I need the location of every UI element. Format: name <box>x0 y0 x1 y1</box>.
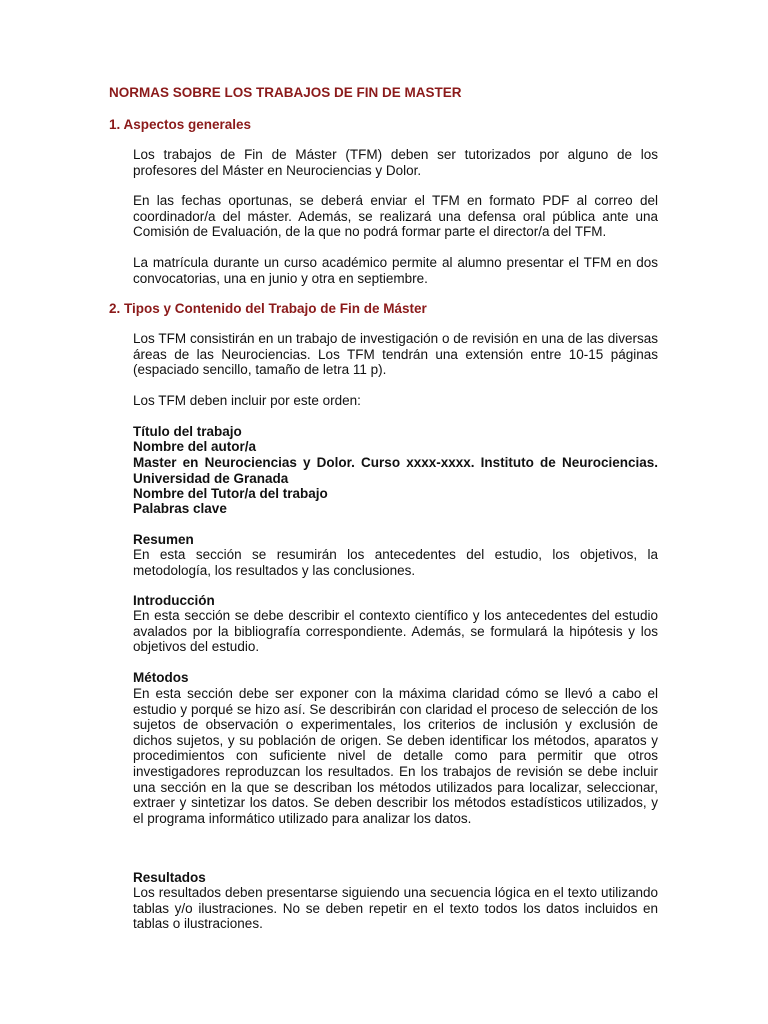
section-2-order-intro: Los TFM deben incluir por este orden: <box>133 393 361 408</box>
section-1-heading: 1. Aspectos generales <box>109 117 252 132</box>
section-1-paragraph-2: En las fechas oportunas, se deberá enviar el TFM en formato PDF al correo del coordinador/a del máster. Además, se realizará una defensa oral pública ante una Comisión de Evaluación, de la que no podrá formar parte el director/a del TFM. <box>133 193 658 240</box>
required-item-keywords: Palabras clave <box>133 501 227 516</box>
section-2-intro: Los TFM consistirán en un trabajo de investigación o de revisión en una de las diversas áreas de las Neurociencias. Los TFM tendrán una extensión entre 10-15 páginas (espaciado sencillo, tamaño de letra 11 p). <box>133 331 658 378</box>
resumen-heading: Resumen <box>133 532 194 547</box>
resultados-heading: Resultados <box>133 870 206 885</box>
section-1-paragraph-1: Los trabajos de Fin de Máster (TFM) deben ser tutorizados por alguno de los profesores del Máster en Neurociencias y Dolor. <box>133 147 658 178</box>
required-item-title: Título del trabajo <box>133 424 242 439</box>
introduccion-text: En esta sección se debe describir el contexto científico y los antecedentes del estudio avalados por la bibliografía correspondiente. Además, se formulará la hipótesis y los objetivos del estudio. <box>133 608 658 655</box>
introduccion-heading: Introducción <box>133 593 215 608</box>
metodos-heading: Métodos <box>133 670 189 685</box>
resumen-text: En esta sección se resumirán los antecedentes del estudio, los objetivos, la metodología, los resultados y las conclusiones. <box>133 547 658 578</box>
required-item-master: Master en Neurociencias y Dolor. Curso xxxx-xxxx. Instituto de Neurociencias. Universidad de Granada <box>133 455 658 486</box>
metodos-text: En esta sección debe ser exponer con la máxima claridad cómo se llevó a cabo el estudio y porqué se hizo así. Se describirán con claridad el proceso de selección de los sujetos de observación o experimentales, los criterios de inclusión y exclusión de dichos sujetos, y su población de origen. Se deben identificar los métodos, aparatos y procedimientos con suficiente nivel de detalle como para permitir que otros investigadores reproduzcan los resultados. En los trabajos de revisión se debe incluir una sección en la que se describan los métodos utilizados para localizar, seleccionar, extraer y sintetizar los datos. Se deben describir los métodos estadísticos utilizados, y el programa informático utilizado para analizar los datos. <box>133 686 658 826</box>
document-title: NORMAS SOBRE LOS TRABAJOS DE FIN DE MASTER <box>109 85 462 100</box>
required-item-tutor: Nombre del Tutor/a del trabajo <box>133 486 328 501</box>
section-2-heading: 2. Tipos y Contenido del Trabajo de Fin de Máster <box>109 301 427 316</box>
resultados-text: Los resultados deben presentarse siguiendo una secuencia lógica en el texto utilizando tablas y/o ilustraciones. No se deben repetir en el texto todos los datos incluidos en tablas o ilustraciones. <box>133 885 658 932</box>
section-1-paragraph-3: La matrícula durante un curso académico permite al alumno presentar el TFM en dos convocatorias, una en junio y otra en septiembre. <box>133 255 658 286</box>
required-item-author: Nombre del autor/a <box>133 439 257 454</box>
